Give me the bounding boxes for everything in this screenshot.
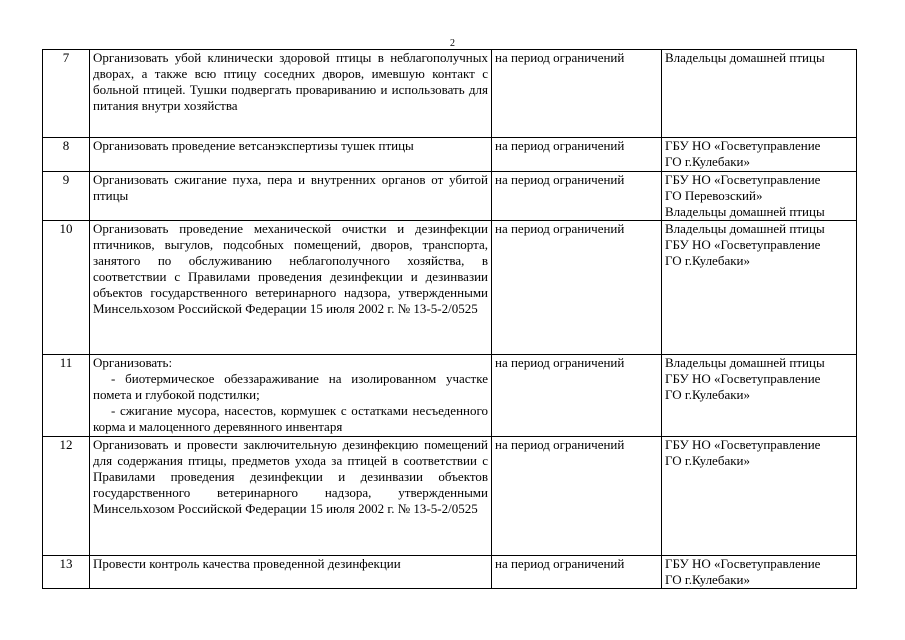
responsible-line: ГО г.Кулебаки» <box>665 572 750 587</box>
responsible-line: ГО г.Кулебаки» <box>665 253 750 268</box>
action-item: - биотермическое обеззараживание на изолированном участке помета и глубокой подстилки; <box>93 371 488 402</box>
row-number: 9 <box>43 172 90 221</box>
table-row <box>43 221 857 355</box>
responsible-cell <box>662 172 857 221</box>
row-number: 12 <box>43 437 90 556</box>
row-number: 13 <box>43 556 90 589</box>
action-cell: Организовать проведение механической очистки и дезинфекции птичников, выгулов, подсобных помещений, дворов, транспорта, занятого по обслуживанию неблагополучного хозяйства, в соответствии с Правилами проведения дезинфекции и дезинвазии объектов государственного ветеринарного надзора, утвержденными Минсельхозом Российской Федерации 15 июля 2002 г. № 13-5-2/0525 <box>90 221 492 355</box>
responsible-line: Владельцы домашней птицы <box>665 355 825 370</box>
row-number: 8 <box>43 138 90 172</box>
responsible-cell <box>662 138 857 172</box>
responsible-line: ГО г.Кулебаки» <box>665 387 750 402</box>
term-cell: на период ограничений <box>492 138 662 172</box>
term-cell: на период ограничений <box>492 50 662 138</box>
table-row <box>43 50 857 138</box>
term-cell: на период ограничений <box>492 437 662 556</box>
responsible-cell <box>662 221 857 355</box>
action-cell: Организовать убой клинически здоровой птицы в неблагополучных дворах, а также всю птицу соседних дворов, имевшую контакт с больной птицей. Тушки подвергать провариванию и использовать для питания внутри хозяйства <box>90 50 492 138</box>
responsible-line: ГБУ НО «Госветуправление <box>665 371 821 386</box>
table-row <box>43 172 857 221</box>
responsible-line: ГО г.Кулебаки» <box>665 453 750 468</box>
responsible-line: Владельцы домашней птицы <box>665 221 825 236</box>
responsible-cell <box>662 556 857 589</box>
row-number: 10 <box>43 221 90 355</box>
responsible-line: ГО г.Кулебаки» <box>665 154 750 169</box>
responsible-line: ГБУ НО «Госветуправление <box>665 138 821 153</box>
responsible-line: ГБУ НО «Госветуправление <box>665 437 821 452</box>
row-number: 11 <box>43 355 90 437</box>
responsible-line: Владельцы домашней птицы <box>665 50 825 65</box>
term-cell: на период ограничений <box>492 556 662 589</box>
responsible-cell <box>662 437 857 556</box>
responsible-line: Владельцы домашней птицы <box>665 204 825 219</box>
responsible-line: ГБУ НО «Госветуправление <box>665 237 821 252</box>
action-cell: Организовать проведение ветсанэкспертизы тушек птицы <box>90 138 492 172</box>
responsible-cell <box>662 355 857 437</box>
action-cell <box>90 355 492 437</box>
responsible-cell <box>662 50 857 138</box>
term-cell: на период ограничений <box>492 221 662 355</box>
table-row <box>43 437 857 556</box>
table-row <box>43 138 857 172</box>
measures-table <box>42 49 857 589</box>
action-cell: Организовать и провести заключительную дезинфекцию помещений для содержания птицы, предметов ухода за птицей в соответствии с Правилами проведения дезинфекции и дезинвазии объектов государственного ветеринарного надзора, утвержденными Минсельхозом Российской Федерации 15 июля 2002 г. № 13-5-2/0525 <box>90 437 492 556</box>
responsible-line: ГБУ НО «Госветуправление <box>665 172 821 187</box>
table-row <box>43 556 857 589</box>
page-number: 2 <box>450 38 455 49</box>
action-cell: Организовать сжигание пуха, пера и внутренних органов от убитой птицы <box>90 172 492 221</box>
responsible-line: ГО Перевозский» <box>665 188 763 203</box>
action-item: - сжигание мусора, насестов, кормушек с остатками несъеденного корма и малоценного деревянного инвентаря <box>93 403 488 434</box>
table-row <box>43 355 857 437</box>
action-title: Организовать: <box>93 355 173 370</box>
action-cell: Провести контроль качества проведенной дезинфекции <box>90 556 492 589</box>
term-cell: на период ограничений <box>492 172 662 221</box>
term-cell: на период ограничений <box>492 355 662 437</box>
row-number: 7 <box>43 50 90 138</box>
responsible-line: ГБУ НО «Госветуправление <box>665 556 821 571</box>
